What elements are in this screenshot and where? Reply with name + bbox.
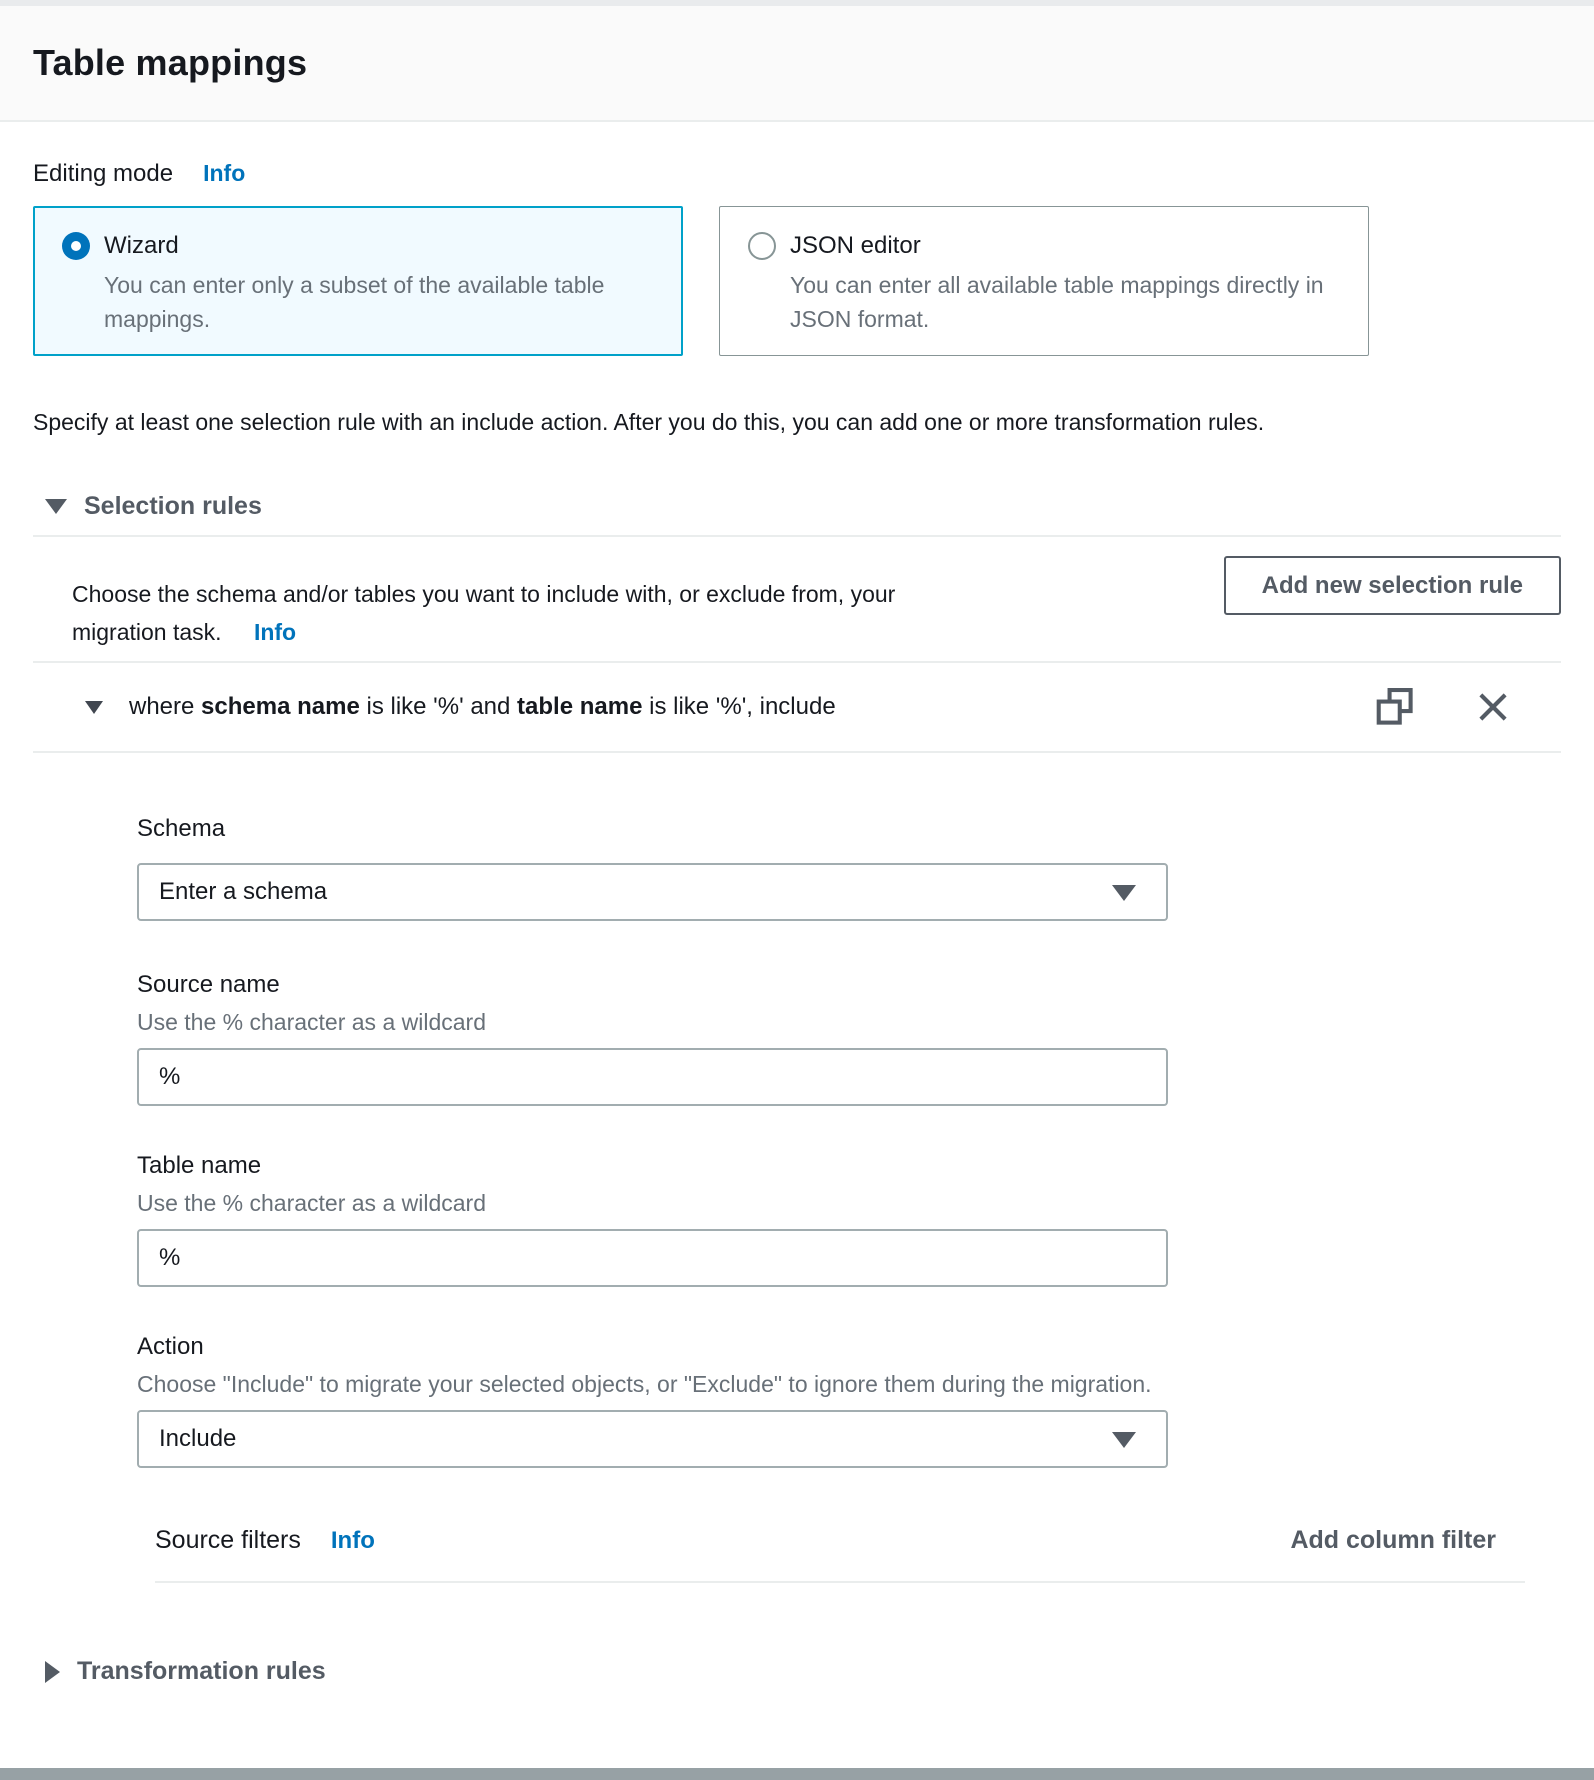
divider — [33, 751, 1561, 753]
source-filters-info-link[interactable]: Info — [330, 1527, 375, 1554]
source-filters-row — [155, 1526, 1496, 1555]
wizard-label: Wizard — [104, 232, 179, 259]
caret-down-icon — [1112, 885, 1136, 901]
table-name-input[interactable] — [137, 1229, 1168, 1287]
selection-rules-description — [72, 556, 895, 651]
editing-mode-tiles — [33, 206, 1561, 356]
bottom-bar — [0, 1768, 1594, 1780]
table-name-field-group — [137, 1152, 1561, 1287]
editing-mode-info-link[interactable]: Info — [203, 160, 246, 186]
action-select-value: Include — [159, 1425, 237, 1452]
schema-select[interactable] — [137, 863, 1168, 921]
source-filters-title: Source filters — [155, 1526, 301, 1554]
wizard-description: You can enter only a subset of the available table mappings. — [104, 272, 605, 332]
copy-icon — [1376, 687, 1414, 727]
table-mappings-panel — [0, 160, 1594, 1686]
editing-mode-row — [33, 160, 1561, 188]
table-name-hint: Use the % character as a wildcard — [137, 1190, 486, 1216]
remove-rule-button[interactable] — [1476, 690, 1510, 724]
json-editor-radio-row — [748, 232, 1340, 260]
selection-rules-title: Selection rules — [84, 492, 262, 520]
source-name-field-group — [137, 971, 1561, 1106]
close-icon — [1476, 690, 1510, 724]
source-name-label: Source name — [137, 971, 280, 998]
rule-summary-schema: schema name — [201, 693, 360, 720]
selection-rules-info-link[interactable]: Info — [253, 619, 297, 645]
selection-rules-desc-line2: migration task. — [72, 619, 222, 645]
selection-rules-desc-line1: Choose the schema and/or tables you want to include with, or exclude from, your — [72, 581, 896, 607]
selection-rules-desc-row — [33, 556, 1561, 651]
caret-down-icon — [1112, 1432, 1136, 1448]
action-select[interactable] — [137, 1410, 1168, 1468]
wizard-tile[interactable] — [33, 206, 683, 356]
selection-rules-header[interactable] — [45, 492, 1561, 521]
caret-down-icon[interactable] — [85, 701, 103, 714]
schema-label: Schema — [137, 815, 226, 842]
caret-right-icon — [45, 1661, 60, 1683]
action-label: Action — [137, 1333, 204, 1360]
page-title: Table mappings — [33, 42, 308, 83]
transformation-rules-title: Transformation rules — [77, 1657, 326, 1685]
action-field-group — [137, 1333, 1561, 1468]
add-new-selection-rule-button[interactable]: Add new selection rule — [1224, 556, 1561, 615]
selection-rule-form — [33, 815, 1561, 1468]
rule-summary-table: table name — [517, 693, 643, 720]
intro-text: Specify at least one selection rule with an include action. After you do this, you can add one or more transformation rules. — [33, 409, 1265, 435]
rule-summary-text: is like '%' and — [359, 693, 518, 720]
source-name-input[interactable] — [137, 1048, 1168, 1106]
wizard-radio-row — [62, 232, 654, 260]
radio-selected-icon[interactable] — [62, 232, 90, 260]
rule-actions — [1376, 687, 1510, 727]
action-hint: Choose "Include" to migrate your selected objects, or "Exclude" to ignore them during the migration. — [137, 1371, 1152, 1397]
rule-summary-text: where — [129, 693, 202, 720]
divider — [33, 535, 1561, 537]
schema-field-group — [137, 815, 1561, 921]
selection-rule-summary — [129, 693, 836, 721]
json-editor-label: JSON editor — [790, 232, 921, 259]
json-editor-tile[interactable] — [719, 206, 1369, 356]
caret-down-icon — [45, 499, 67, 514]
add-column-filter-button[interactable]: Add column filter — [1290, 1526, 1496, 1554]
divider — [155, 1581, 1525, 1583]
schema-select-value: Enter a schema — [159, 878, 328, 905]
copy-rule-button[interactable] — [1376, 687, 1414, 727]
source-name-hint: Use the % character as a wildcard — [137, 1009, 486, 1035]
page-header — [0, 6, 1594, 122]
rule-summary-text: is like '%', include — [642, 693, 836, 720]
selection-rule-row — [33, 663, 1561, 751]
table-name-label: Table name — [137, 1152, 262, 1179]
radio-unselected-icon[interactable] — [748, 232, 776, 260]
transformation-rules-header[interactable] — [45, 1657, 1561, 1686]
editing-mode-label: Editing mode — [33, 160, 174, 187]
json-editor-description: You can enter all available table mappings directly in JSON format. — [790, 272, 1324, 332]
